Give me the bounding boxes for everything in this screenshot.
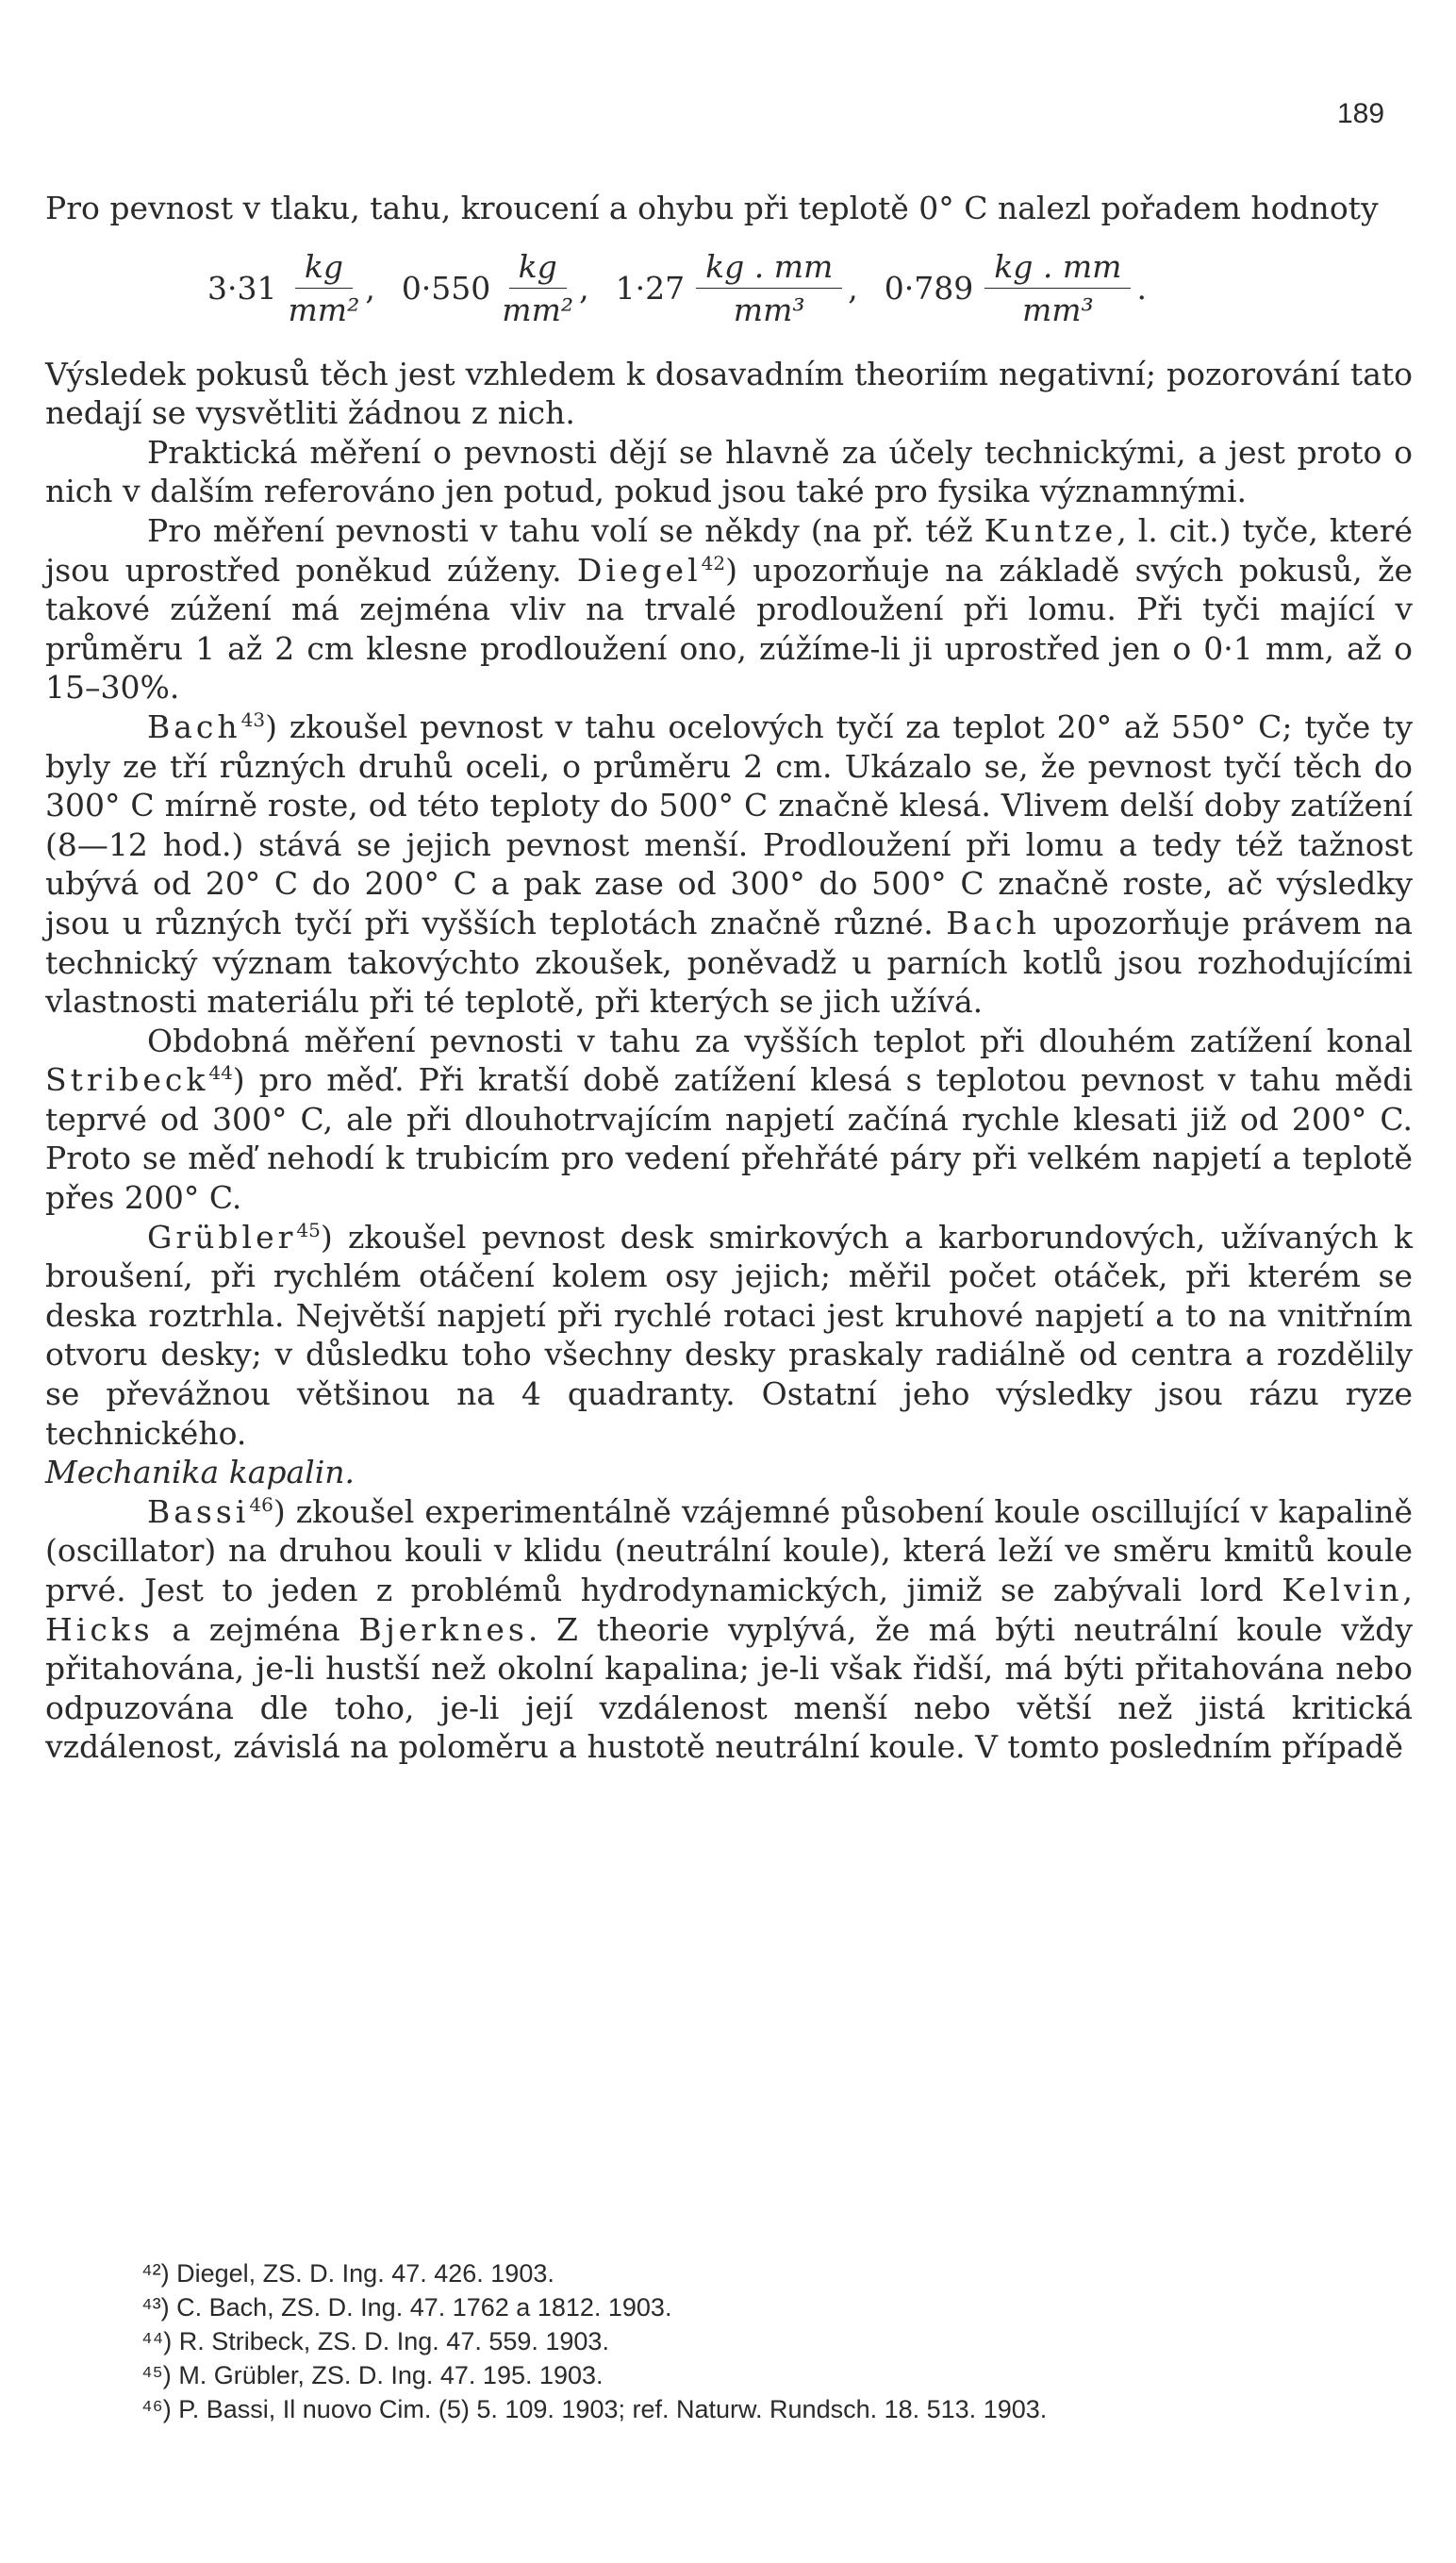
fraction-numerator: kg [509, 247, 567, 290]
paragraph-tension-bars [45, 511, 1413, 707]
footnote-text: Diegel, ZS. D. Ing. 47. 426. 1903. [176, 2259, 554, 2288]
author-bassi: Bassi [147, 1492, 250, 1530]
strength-formula [207, 232, 1413, 345]
author-kuntze: Kuntze [984, 511, 1117, 549]
text-run: ) zkoušel pevnost v tahu ocelových tyčí za teplot 20° až 550° C; tyče ty byly ze tří různých druhů oceli, o průměru 2 cm. Ukázalo se, že pevnost tyčí těch do 300° C mírně roste, od této teploty do 500° C značně klesá. Vlivem delší doby zatížení (8—12 hod.) stává se jejich pevnost menší. Prodloužení při lomu a tedy též tažnost ubývá od 20° C do 200° C a pak zase od 300° do 500° C značně roste, ač výsledky jsou u různých tyčí při vyšších teplotách značně různé. [45, 707, 1413, 941]
footnote [141, 2290, 1047, 2324]
author-bach: Bach [946, 904, 1040, 941]
page-number: 189 [1337, 98, 1385, 129]
text-run: Obdobná měření pevnosti v tahu za vyšších teplot při dlouhém zatížení konal [147, 1022, 1413, 1059]
text-run: , [1402, 1572, 1413, 1608]
footnote-mark: ⁴⁶) [141, 2395, 172, 2423]
paragraph-strength-values: Pro pevnost v tlaku, tahu, kroucení a ohybu při teplotě 0° C nalezl pořadem hodnoty [45, 190, 1379, 226]
formula-coefficient-1: 3·31 [207, 269, 277, 307]
text-run: , l. cit.) tyče, které jsou uprostřed poněkud zúženy. [45, 511, 1413, 589]
paragraph-stribeck [45, 1022, 1413, 1218]
text-run: ) pro měď. Při kratší době zatížení klesá s teplotou pevnost v tahu mědi teprvé od 300° C, ale při dlouhotrvajícím napjetí začíná rychle klesati již od 200° C. Proto se měď nehodí k trubicím pro vedení přehřáté páry při velkém napjetí a teplotě přes 200° C. [45, 1061, 1413, 1217]
fraction-numerator: kg . mm [696, 247, 842, 290]
formula-end: . [1136, 269, 1147, 307]
formula-coefficient-2: 0·550 [401, 269, 491, 307]
formula-fraction-2 [502, 247, 573, 330]
author-bjerknes: Bjerknes [358, 1610, 528, 1648]
footnote-text: R. Stribeck, ZS. D. Ing. 47. 559. 1903. [178, 2327, 609, 2355]
author-diegel: Diegel [576, 551, 702, 589]
footnote-text: P. Bassi, Il nuovo Cim. (5) 5. 109. 1903; ref. Naturw. Rundsch. 18. 513. 1903. [178, 2395, 1048, 2423]
author-kelvin: Kelvin [1282, 1572, 1403, 1608]
paragraph-result: Výsledek pokusů těch jest vzhledem k dosavadním theoriím negativní; pozorování tato nedají se vysvětliti žádnou z nich. [45, 355, 1413, 432]
text-run: . Z theorie vyplývá, že má býti neutrální koule vždy přitahována, je-li hustší než okolní kapalina; je-li však řidší, má býti přitahována nebo odpuzována dle toho, je-li její vzdálenost menší nebo větší než jistá kritická vzdálenost, závislá na poloměru a hustotě neutrální koule. V tomto posledním případě [45, 1610, 1413, 1766]
fraction-numerator: kg [295, 247, 353, 290]
paragraph-bassi [45, 1492, 1413, 1767]
footnote [141, 2392, 1047, 2426]
footnotes [141, 2256, 1047, 2426]
fraction-denominator: mm³ [1021, 291, 1094, 329]
footnote-ref: 45 [296, 1218, 321, 1241]
paragraph-bach [45, 707, 1413, 1022]
author-bach: Bach [147, 707, 241, 745]
author-stribeck: Stribeck [45, 1061, 209, 1099]
formula-coefficient-3: 1·27 [615, 269, 686, 307]
formula-separator: , [848, 269, 858, 307]
fraction-denominator: mm² [502, 291, 574, 329]
text-run: ) upozorňuje na základě svých pokusů, že takové zúžení má zejména vliv na trvalé prodloužení při lomu. Při tyči mající v průměru 1 až 2 cm klesne prodloužení ono, zúžíme-li ji uprostřed jen o 0·1 mm, až o 15–30%. [45, 551, 1413, 707]
body-text [45, 189, 1413, 1767]
formula-separator: , [579, 269, 589, 307]
fraction-numerator: kg . mm [984, 247, 1131, 290]
footnote-ref: 46 [249, 1492, 273, 1516]
text-run: upozorňuje právem na technický význam takovýchto zkoušek, poněvadž u parních kotlů jsou rozhodujícími vlastnosti materiálu při té teplotě, při kterých se jich užívá. [45, 904, 1414, 1021]
fraction-denominator: mm² [288, 291, 360, 329]
fraction-denominator: mm³ [733, 291, 805, 329]
formula-fraction-4 [984, 247, 1131, 330]
footnote-mark: ⁴²) [141, 2259, 170, 2288]
text-run: ) zkoušel experimentálně vzájemné působení koule oscillující v kapalině (oscillator) na druhou kouli v klidu (neutrální koule), která leží ve směru kmitů koule prvé. Jest to jeden z problémů hydrodynamických, jimiž se zabývali lord [45, 1492, 1413, 1608]
footnote-text: M. Grübler, ZS. D. Ing. 47. 195. 1903. [178, 2361, 604, 2389]
formula-coefficient-4: 0·789 [884, 269, 974, 307]
footnote [141, 2324, 1047, 2358]
formula-fraction-1 [288, 247, 359, 330]
formula-separator: , [365, 269, 375, 307]
author-grubler: Grübler [147, 1218, 297, 1256]
footnote-mark: ⁴⁴) [141, 2327, 173, 2355]
footnote-ref: 44 [208, 1061, 233, 1085]
footnote [141, 2256, 1047, 2290]
footnote-text: C. Bach, ZS. D. Ing. 47. 1762 a 1812. 1903. [176, 2293, 672, 2322]
text-run: a zejména [153, 1610, 359, 1648]
paragraph-grubler [45, 1218, 1413, 1454]
formula-fraction-3 [696, 247, 842, 330]
paragraph-practical: Praktická měření o pevnosti dějí se hlavně za účely technickými, a jest proto o nich v dalším referováno jen potud, pokud jsou také pro fysika významnými. [45, 433, 1413, 510]
text-run: Pro měření pevnosti v tahu volí se někdy (na př. též [147, 511, 984, 549]
footnote-ref: 42 [701, 551, 726, 574]
footnote-ref: 43 [240, 707, 266, 731]
footnote [141, 2358, 1047, 2392]
footnote-mark: ⁴⁵) [141, 2361, 172, 2389]
author-hicks: Hicks [45, 1610, 154, 1648]
text-run: ) zkoušel pevnost desk smirkových a karborundových, užívaných k broušení, při rychlém otáčení kolem osy jejich; měřil počet otáček, při kterém se deska roztrhla. Největší napjetí při rychlé rotaci jest kruhové napjetí a to na vnitřním otvoru desky; v důsledku toho všechny desky praskaly radiálně od centra a rozdělily se převážnou většinou na 4 quadranty. Ostatní jeho výsledky jsou rázu ryze technického. [45, 1218, 1413, 1452]
section-heading: Mechanika kapalin. [45, 1454, 356, 1491]
footnote-mark: ⁴³) [141, 2293, 170, 2322]
